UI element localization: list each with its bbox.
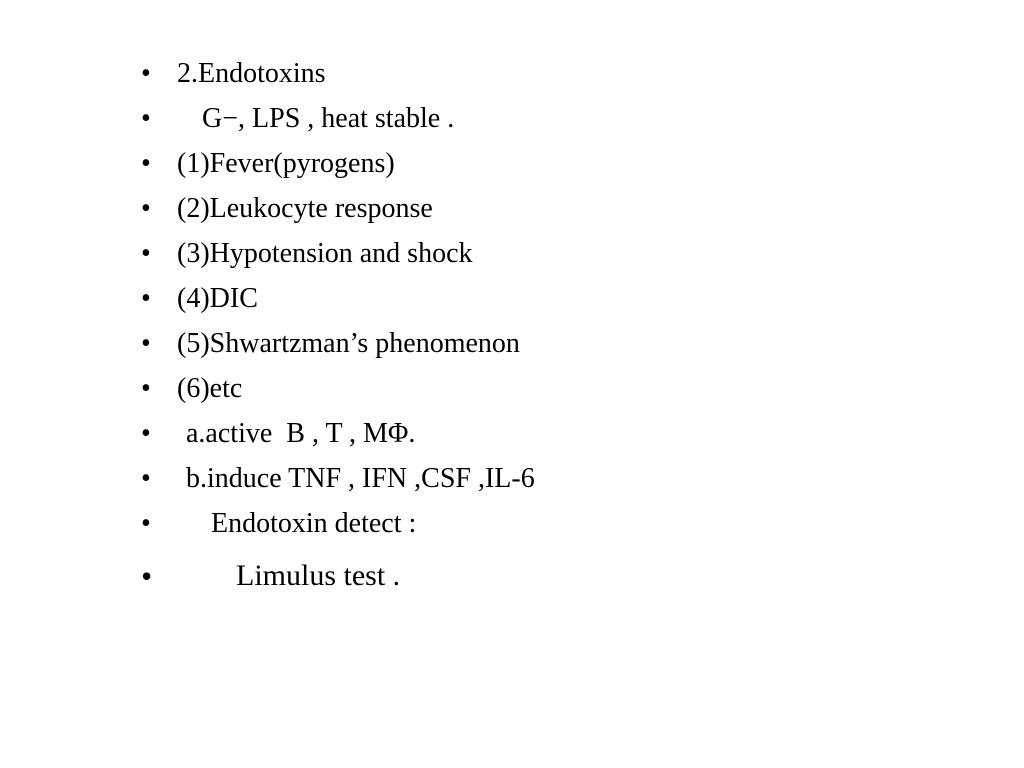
list-item-endotoxin-detect — [0, 504, 1024, 544]
list-item-text: Limulus test . — [236, 559, 401, 592]
list-item-active-cells — [0, 414, 1024, 454]
list-item-text: (1)Fever(pyrogens) — [177, 148, 395, 179]
bullet-icon: • — [141, 328, 151, 359]
bullet-icon: • — [141, 508, 151, 539]
bullet-icon: • — [141, 58, 151, 89]
list-item-text: 2.Endotoxins — [177, 58, 326, 89]
bullet-icon: • — [141, 283, 151, 314]
list-item-leukocyte — [0, 189, 1024, 229]
list-item-text: a.active B , T , MΦ. — [186, 418, 416, 449]
bullet-icon: • — [141, 373, 151, 404]
bullet-icon: • — [141, 148, 151, 179]
list-item-endotoxins-heading — [0, 54, 1024, 94]
bullet-icon: • — [141, 238, 151, 269]
list-item-text: (2)Leukocyte response — [177, 193, 433, 224]
list-item-limulus-test — [0, 556, 1024, 596]
list-item-hypotension — [0, 234, 1024, 274]
list-item-shwartzman — [0, 324, 1024, 364]
bullet-icon: • — [141, 418, 151, 449]
list-item-dic — [0, 279, 1024, 319]
list-item-text: (5)Shwartzman’s phenomenon — [177, 328, 520, 359]
bullet-icon: • — [141, 103, 151, 134]
list-item-fever — [0, 144, 1024, 184]
list-item-text: Endotoxin detect : — [211, 508, 417, 539]
list-item-induce-cytokines — [0, 459, 1024, 499]
list-item-text: G−, LPS , heat stable . — [202, 103, 455, 134]
list-item-text: b.induce TNF , IFN ,CSF ,IL-6 — [186, 463, 535, 494]
list-item-text: (4)DIC — [177, 283, 258, 314]
list-item-gram-negative — [0, 99, 1024, 139]
list-item-text: (6)etc — [177, 373, 243, 404]
bullet-icon: • — [141, 463, 151, 494]
list-item-etc — [0, 369, 1024, 409]
bullet-icon: • — [141, 193, 151, 224]
list-item-text: (3)Hypotension and shock — [177, 238, 473, 269]
bullet-icon: • — [141, 558, 153, 594]
